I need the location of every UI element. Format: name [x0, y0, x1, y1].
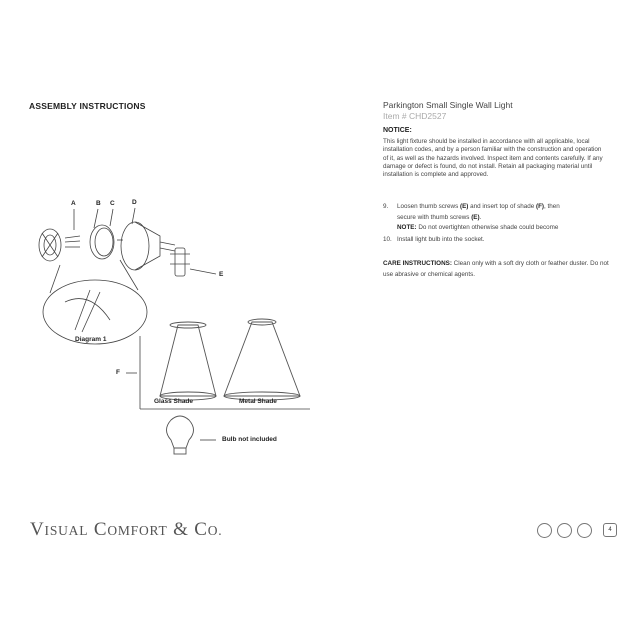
part-label-a: A: [71, 200, 76, 207]
step-number: 10.: [383, 236, 392, 243]
certification-icons: [537, 522, 617, 538]
step-text: Install light bulb into the socket.: [397, 236, 485, 243]
step-text: .: [479, 213, 482, 221]
note-text: Do not overtighten otherwise shade could become: [416, 224, 559, 231]
bulb-caption: Bulb not included: [222, 436, 277, 443]
glass-shade-caption: Glass Shade: [154, 398, 194, 405]
dry-location-icon: [557, 523, 572, 538]
part-ref: (E): [471, 213, 480, 221]
part-ref: (E): [460, 203, 469, 210]
brand-logo: VISUAL COMFORT & CO.: [30, 519, 223, 540]
step-text: secure with thumb screws: [397, 213, 472, 221]
step-text: and insert top of shade: [468, 203, 536, 210]
ul-listed-icon: [537, 523, 552, 538]
step-9: [383, 202, 613, 234]
care-text: Clean only with a soft dry cloth or feather duster. Do not use abrasive or chemical agents.: [383, 260, 609, 278]
bulb-count-badge: 4: [603, 523, 617, 537]
fixture-drawing: [20, 190, 320, 460]
note-label: NOTE:: [397, 224, 417, 231]
notice-text: This light fixture should be installed in accordance with all applicable, local installation codes, and by a person familiar with the construction and operation of it, as well as the hazards involved. Inspect item and contents carefully. If any damage or defect is found, do not install. Retain all packaging material until installation is complete and approved.: [383, 138, 603, 179]
part-label-f: F: [116, 369, 120, 376]
part-label-e: E: [219, 271, 224, 278]
diagram1-caption: Diagram 1: [75, 336, 107, 343]
page-title: ASSEMBLY INSTRUCTIONS: [29, 101, 146, 111]
product-title: Parkington Small Single Wall Light: [383, 100, 513, 110]
care-instructions: [383, 258, 611, 280]
part-label-b: B: [96, 200, 101, 207]
part-ref: (F): [535, 203, 545, 210]
step-text: , then: [544, 203, 560, 210]
step-10: [383, 236, 485, 243]
step-number: 9.: [383, 203, 389, 210]
part-label-d: D: [132, 199, 137, 206]
notice-label: NOTICE:: [383, 127, 412, 134]
item-number: Item # CHD2527: [383, 111, 447, 121]
step-text: Loosen thumb screws: [397, 203, 460, 210]
care-label: CARE INSTRUCTIONS:: [383, 260, 452, 267]
assembly-diagram: [20, 190, 320, 460]
metal-shade-caption: Metal Shade: [239, 398, 277, 405]
dimmable-icon: [577, 523, 592, 538]
part-label-c: C: [110, 200, 115, 207]
